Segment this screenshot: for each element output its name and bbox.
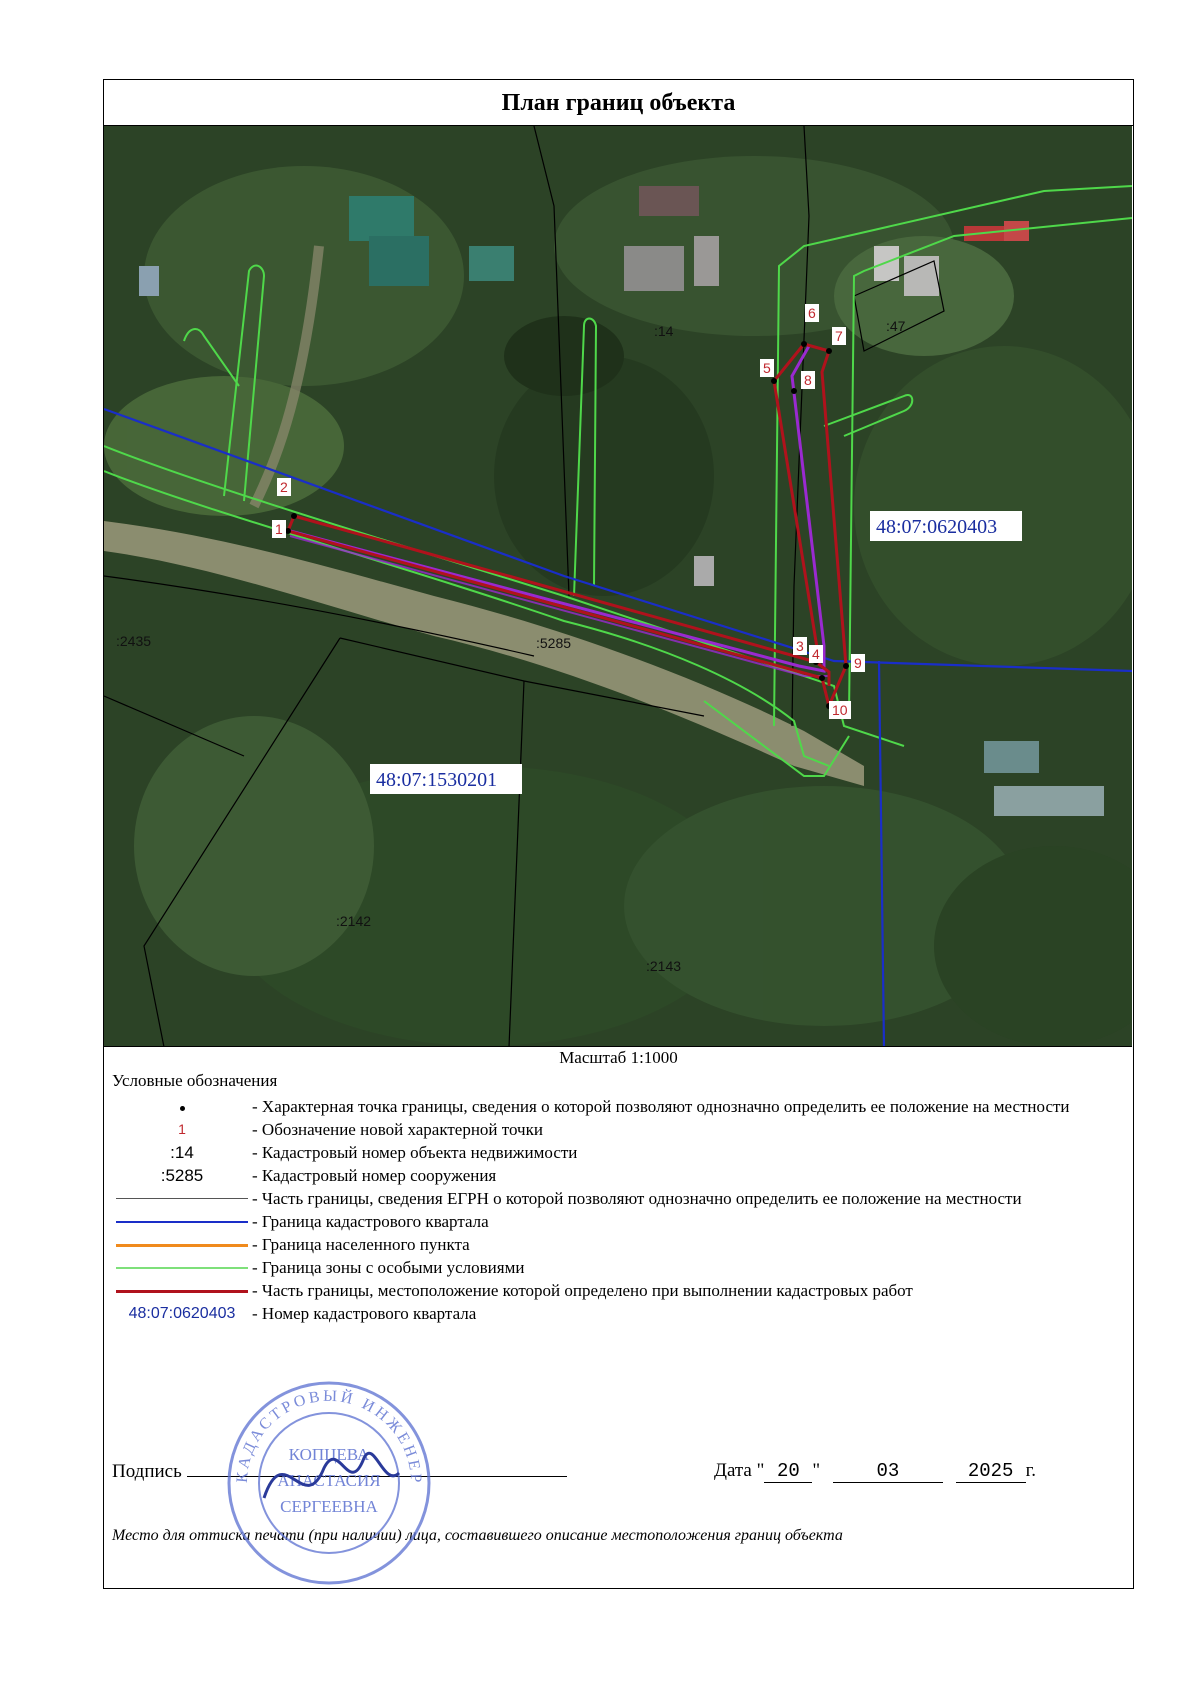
plan-sheet: [103, 79, 1134, 1589]
parcel-label-47: :47: [886, 318, 906, 334]
stamp-ring-text: КАДАСТРОВЫЙ ИНЖЕНЕР: [233, 1387, 425, 1486]
point-label: 1: [275, 521, 283, 537]
page-title: План границ объекта: [104, 80, 1133, 126]
point-label: 4: [812, 646, 820, 662]
legend-title: Условные обозначения: [112, 1071, 278, 1090]
legend-item: [112, 1279, 1122, 1302]
signature-label: Подпись: [112, 1461, 182, 1482]
date-month[interactable]: 03: [833, 1460, 943, 1483]
legend-item: [112, 1256, 1122, 1279]
legend-thin-line-symbol: [116, 1198, 248, 1199]
legend-orange-line-symbol: [116, 1244, 248, 1247]
date-label: Дата ": [714, 1460, 765, 1481]
parcel-label-2142: :2142: [336, 913, 372, 929]
parcel-label-2143: :2143: [646, 958, 682, 974]
official-stamp: [224, 1378, 434, 1588]
point-label: 7: [835, 328, 843, 344]
legend-point-number-symbol: 1: [178, 1121, 186, 1137]
legend-text: - Характерная точка границы, сведения о которой позволяют однозначно определить ее положение на местности: [252, 1097, 1070, 1116]
date-block: [714, 1460, 1036, 1483]
legend-item: [112, 1233, 1122, 1256]
stamp-place-note: Место для оттиска печати (при наличии) лица, составившего описание местоположения границ объекта: [112, 1527, 843, 1544]
point-label: 2: [280, 479, 288, 495]
date-quote-close: ": [812, 1460, 821, 1481]
date-year[interactable]: 2025: [956, 1460, 1026, 1483]
legend-red-line-symbol: [116, 1290, 248, 1293]
legend-parcel-number-symbol: :14: [170, 1143, 194, 1162]
parcel-label-14: :14: [654, 323, 674, 339]
legend-item: [112, 1187, 1122, 1210]
legend-text: - Кадастровый номер объекта недвижимости: [252, 1143, 578, 1162]
legend-dot-symbol: [180, 1106, 185, 1111]
legend-item: [112, 1302, 1122, 1325]
legend-quarter-number-symbol: 48:07:0620403: [128, 1305, 236, 1322]
point-label: 9: [854, 655, 862, 671]
quarter-label-1530201: 48:07:1530201: [376, 769, 498, 791]
legend-text: - Часть границы, местоположение которой определено при выполнении кадастровых работ: [252, 1281, 913, 1300]
point-label: 6: [808, 305, 816, 321]
legend-item: [112, 1095, 1122, 1118]
point-label: 10: [832, 702, 848, 718]
legend-item: [112, 1141, 1122, 1164]
map-canvas: [104, 126, 1132, 1047]
point-label: 5: [763, 360, 771, 376]
point-label: 8: [804, 372, 812, 388]
legend-text: - Граница зоны с особыми условиями: [252, 1258, 525, 1277]
map-scale: Масштаб 1:1000: [559, 1048, 678, 1067]
legend: [112, 1095, 1122, 1325]
legend-text: - Обозначение новой характерной точки: [252, 1120, 543, 1139]
legend-item: [112, 1164, 1122, 1187]
legend-item: [112, 1118, 1122, 1141]
date-year-suffix: г.: [1025, 1460, 1037, 1481]
parcel-label-5285: :5285: [536, 635, 572, 651]
legend-text: - Граница населенного пункта: [252, 1235, 470, 1254]
date-day[interactable]: 20: [764, 1460, 812, 1483]
legend-blue-line-symbol: [116, 1221, 248, 1223]
parcel-label-2435: :2435: [116, 633, 152, 649]
legend-text: - Номер кадастрового квартала: [252, 1304, 477, 1323]
legend-structure-number-symbol: :5285: [160, 1166, 204, 1185]
point-label: 3: [796, 638, 804, 654]
legend-text: - Часть границы, сведения ЕГРН о которой позволяют однозначно определить ее положение на местности: [252, 1189, 1022, 1208]
satellite-map[interactable]: [104, 126, 1132, 1047]
stamp-name-1: КОПЦЕВА: [288, 1445, 370, 1464]
stamp-name-3: СЕРГЕЕВНА: [280, 1497, 378, 1516]
legend-text: - Граница кадастрового квартала: [252, 1212, 489, 1231]
stamp-name-2: АНАСТАСИЯ: [277, 1471, 381, 1490]
quarter-label-0620403: 48:07:0620403: [876, 516, 998, 538]
legend-green-line-symbol: [116, 1267, 248, 1269]
legend-item: [112, 1210, 1122, 1233]
legend-text: - Кадастровый номер сооружения: [252, 1166, 497, 1185]
